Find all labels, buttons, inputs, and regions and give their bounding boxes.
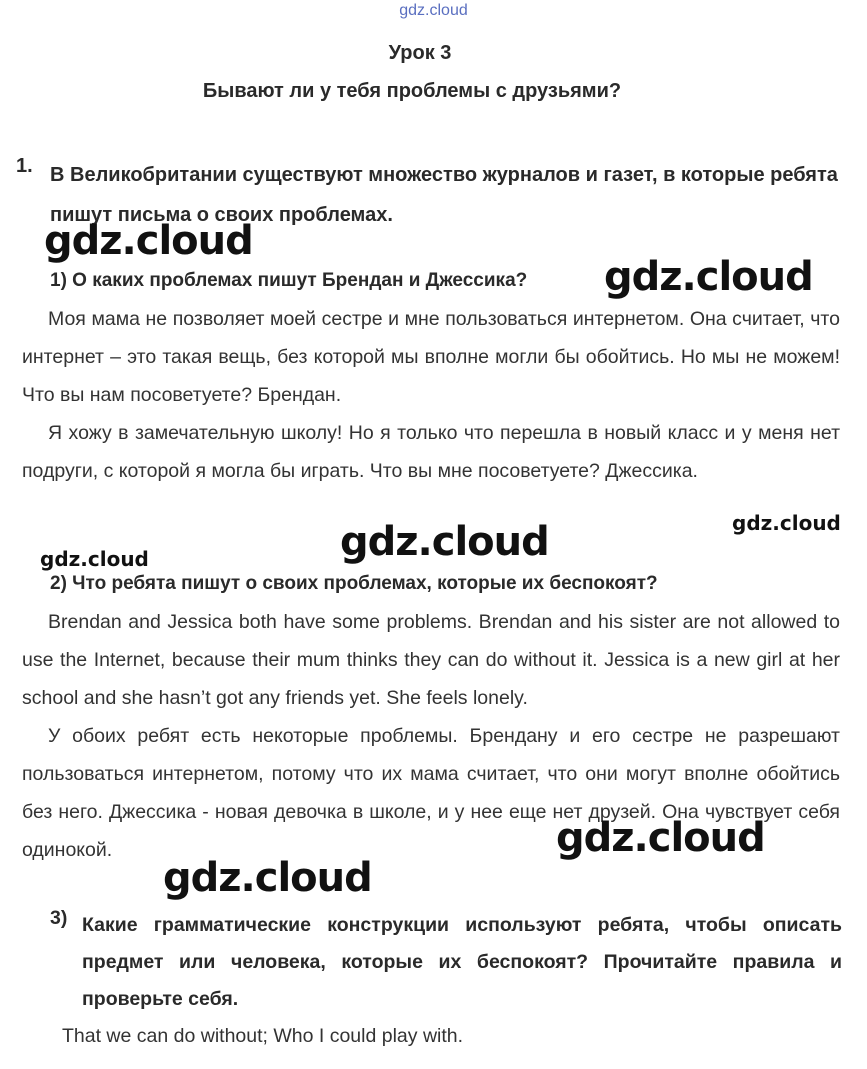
exercise-number: 1.	[16, 155, 33, 177]
watermark: gdz.cloud	[556, 815, 765, 861]
watermark: gdz.cloud	[40, 547, 149, 571]
answer-2-english: Brendan and Jessica both have some problems. Brendan and his sister are not allowed to use the Internet, because their mum thinks they can do without it. Jessica is a new girl at her school and she hasn’t got any friends yet. She feels lonely.	[22, 611, 840, 709]
lesson-title: Урок 3	[388, 42, 452, 64]
answer-2-russian: У обоих ребят есть некоторые проблемы. Брендану и его сестре не разрешают пользоваться интернетом, потому что их мама считает, что они могут вполне обойтись без него. Джессика - новая девочка в школе, и у нее еще нет друзей. Она чувствует себя одинокой.	[22, 725, 840, 861]
question-2: 2) Что ребята пишут о своих проблемах, которые их беспокоят?	[50, 573, 658, 594]
question-3-number: 3)	[50, 907, 68, 929]
exercise-instruction: В Великобритании существуют множество журналов и газет, в которые ребята пишут письма о своих проблемах.	[50, 164, 838, 226]
letter-brendan: Моя мама не позволяет моей сестре и мне пользоваться интернетом. Она считает, что интернет – это такая вещь, без которой мы вполне могли бы обойтись. Но мы не можем! Что вы нам посоветуете? Брендан.	[22, 308, 840, 406]
watermark: gdz.cloud	[732, 511, 841, 535]
top-watermark: gdz.cloud	[399, 2, 468, 19]
answer-3: That we can do without; Who I could play with.	[62, 1025, 464, 1047]
watermark: gdz.cloud	[340, 519, 549, 565]
question-3: Какие грамматические конструкции используют ребята, чтобы описать предмет или человека, которые их беспокоят? Прочитайте правила и проверьте себя.	[82, 914, 842, 1010]
watermark: gdz.cloud	[604, 254, 813, 300]
letter-jessica: Я хожу в замечательную школу! Но я только что перешла в новый класс и у меня нет подруги, с которой я могла бы играть. Что вы мне посоветуете? Джессика.	[22, 422, 840, 482]
question-1: 1) О каких проблемах пишут Брендан и Джессика?	[50, 270, 528, 291]
lesson-subtitle: Бывают ли у тебя проблемы с друзьями?	[202, 80, 622, 102]
watermark: gdz.cloud	[44, 218, 253, 264]
watermark: gdz.cloud	[163, 855, 372, 901]
